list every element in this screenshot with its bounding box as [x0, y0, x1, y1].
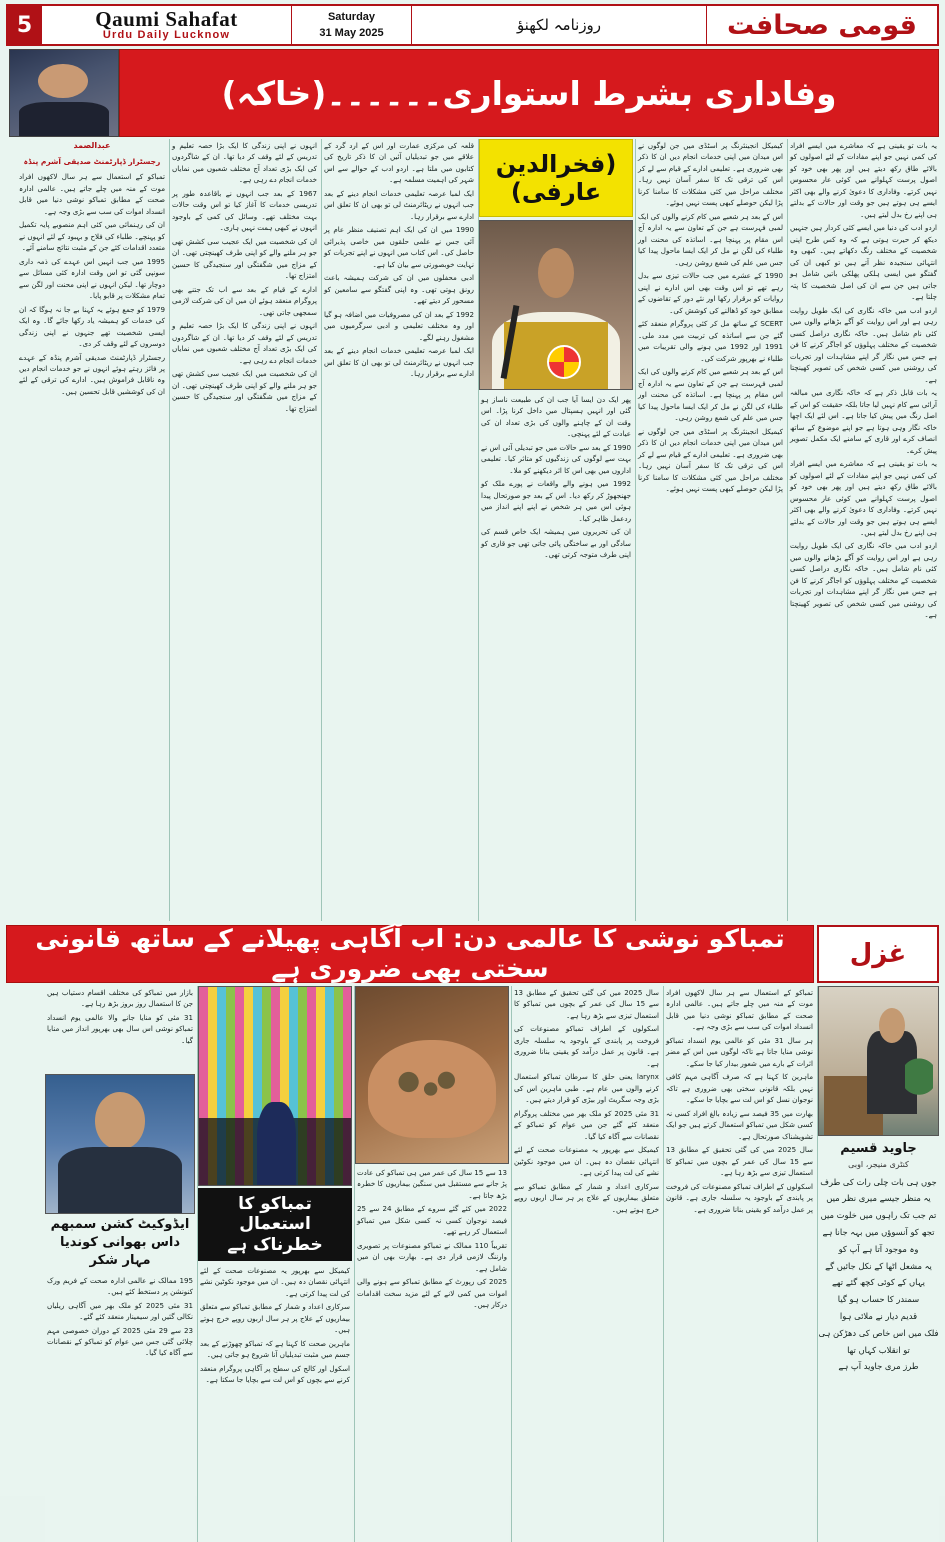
- masthead-date: [292, 6, 412, 44]
- tobacco-column-3: [354, 986, 509, 1542]
- col1-para-3: اردو ادب میں خاکہ نگاری کی ایک طویل روایت رہی ہے اور اس روایت کو آگے بڑھانے والوں میں کئی نام شامل ہیں۔ خاکہ نگاری دراصل کسی شخصیت کے مختلف پہلوؤں کو اجاگر کرنے کا فن ہے جس میں نگار گر اپنے مشاہدات اور تجربات کی روشنی میں کسی شخص کی تصویر کھینچتا ہے۔: [790, 305, 937, 384]
- issue-day: Saturday: [327, 10, 376, 23]
- ghazal-line: تو انقلاب کہاں تھا: [847, 1344, 910, 1355]
- bottom-grid: [6, 986, 939, 1542]
- tc3-para-1: 13 سے 15 سال کی عمر میں ہی تمباکو کی عادت پڑ جانے سے مستقبل میں سنگین بیماریوں کا خطرہ بڑھ جاتا ہے۔: [357, 1168, 507, 1200]
- tc5-para-3: 195 ممالک نے عالمی ادارہ صحت کے فریم ورک کنونشن پر دستخط کئے ہیں۔: [47, 1275, 193, 1297]
- poet-name: جاوید قسیم: [840, 1141, 917, 1156]
- col5-para-5: انہوں نے اپنی زندگی کا ایک بڑا حصہ تعلیم و تدریس کے لئے وقف کر دیا تھا۔ ان کے شاگردوں کی ایک بڑی تعداد آج مختلف شعبوں میں نمایاں خدمات انجام دے رہی ہے۔: [172, 321, 317, 365]
- tc2-para-4: 31 مئی 2025 کو ملک بھر میں مختلف پروگرام منعقد کئے گئے جن میں عوام کو تمباکو کے نقصانات سے آگاہ کیا گیا۔: [514, 1108, 659, 1141]
- top-right-photo: [9, 49, 119, 137]
- ghazal-line: تم جب تک راہوں میں خلوت میں: [820, 1210, 937, 1221]
- tc2-para-5: کیمیکل سے بھرپور یہ مصنوعات صحت کے لئے انتہائی نقصان دہ ہیں۔ ان میں موجود نکوٹین نشے کی لت پیدا کرتی ہے۔: [514, 1145, 659, 1178]
- tc2-para-3: larynx یعنی حلق کا سرطان تمباکو استعمال کرنے والوں میں عام ہے۔ طبی ماہرین اس کی بڑی وجہ سگریٹ اور بیڑی کو قرار دیتے ہیں۔: [514, 1072, 659, 1105]
- bottom-headline-band: [6, 925, 939, 983]
- article-byline: (فخرالدین عارفی): [479, 139, 633, 217]
- ghazal-line: قدیم دیار نے ملائی ہوا: [839, 1311, 918, 1322]
- ghazal-line: طرز مری جاوید آپ ہے: [838, 1361, 919, 1372]
- ghazal-line: وہ موجود آتا ہے آپ کو: [838, 1243, 919, 1254]
- col2-para-5: اس کے بعد ہر شعبے میں کام کرنے والوں کی ایک لمبی فہرست ہے جن کے تعاون سے یہ ادارہ آج اس مقام پر پہنچا ہے۔ اساتذہ کی محنت اور طلباء کی لگن نے مل کر ایک ایسا ماحول پیدا کیا جس میں علم کی شمع روشن رہی۔: [638, 367, 783, 423]
- col3-para-4: ان کی تحریروں میں ہمیشہ ایک خاص قسم کی سادگی اور بے ساختگی پائی جاتی تھی جو قاری کو اپنی طرف متوجہ کرتی تھی۔: [481, 527, 631, 560]
- column-4: [321, 139, 476, 921]
- paper-title-english: Qaumi Sahafat: [95, 7, 238, 32]
- ghazal-verses: [818, 1174, 939, 1376]
- tobacco-warning-banner: تمباکو کا استعمال خطرناک ہے: [198, 1188, 352, 1261]
- col4-para-4: ادبی محفلوں میں ان کی شرکت ہمیشہ باعث رونق ہوتی تھی۔ وہ اپنی گفتگو سے سامعین کو مسحور کر دیتے تھے۔: [324, 273, 474, 306]
- tc2-para-6: سرکاری اعداد و شمار کے مطابق تمباکو سے متعلق بیماریوں کے علاج پر ہر سال اربوں روپے خرچ ہوتے ہیں۔: [514, 1181, 659, 1214]
- col4-para-3: 1990 میں ان کی ایک اہم تصنیف منظر عام پر آئی جس نے علمی حلقوں میں خاصی پذیرائی حاصل کی۔ اس کتاب میں انہوں نے اپنے تجربات کو نہایت خوبصورتی سے بیان کیا ہے۔: [324, 225, 474, 269]
- tc2-para-1: سال 2025 میں کی گئی تحقیق کے مطابق 13 سے 15 سال کی عمر کے بچوں میں تمباکو کا استعمال تیزی سے بڑھ رہا ہے۔: [514, 988, 660, 1020]
- advocate-name: ایڈوکیٹ کشن سمبھم داس بھوانی کوندیا مہار شکر: [50, 1217, 190, 1269]
- ghazal-line: جوں ہی بات چلی رات کی طرف: [820, 1176, 937, 1187]
- tc5-para-5: 23 سے 29 مئی 2025 کے دوران خصوصی مہم چلائی گئی جس میں عوام کو تمباکو کے نقصانات سے آگاہ کیا گیا۔: [47, 1325, 193, 1358]
- col2-para-6: کیمیکل انجینئرنگ پر اسٹڈی میں جن لوگوں نے اس میدان میں اپنی خدمات انجام دیں ان کا ذکر بھی ضروری ہے۔ تعلیمی ادارے کے قیام سے لے کر اس کی ترقی تک کا سفر آسان نہیں رہا۔ مختلف مراحل میں کئی مشکلات کا سامنا کرنا پڑا لیکن حوصلے کبھی پست نہیں ہوئے۔: [638, 426, 783, 494]
- page-number: 5: [8, 6, 42, 44]
- col5-para-6: ان کی شخصیت میں ایک عجیب سی کشش تھی جو ہر ملنے والے کو اپنی طرف کھینچتی تھی۔ ان کے مزاج میں شگفتگی اور سنجیدگی کا حسین امتزاج تھا۔: [172, 369, 317, 413]
- poet-designation: کنٹری منیجر، اوبی: [848, 1159, 909, 1169]
- tobacco-column-2: [511, 986, 661, 1542]
- ghazal-line: یہ مشعل اٹھا کے نکل جائیں گے: [825, 1260, 932, 1271]
- col6-para-5: رجسٹرار ڈپارٹمنٹ صدیقی آشرم پنڈہ کے عہدے پر فائز رہتے ہوئے انہوں نے جو خدمات انجام دیں وہ ناقابل فراموش ہیں۔ ادارے کی ترقی کے لئے ان کی کوششیں قابل تحسین ہیں۔: [19, 352, 165, 396]
- tobacco-column-4: [197, 986, 352, 1542]
- col1-para-5: یہ بات تو یقینی ہے کہ معاشرے میں ایسے افراد کی کمی نہیں جو اپنے مفادات کے لئے اصولوں کو بالائے طاق رکھ دیتے ہیں اور پھر بھی خود کو اصول پرست کہلوانے میں کوئی عار محسوس نہیں کرتے۔ وفاداری کا دعویٰ کرنے والے بھی اکثر ایسے ہی ہوتے ہیں جو وقت اور حالات کے بدلتے ہی اپنے رخ بدل لیتے ہیں۔: [790, 459, 937, 537]
- tc4-para-4: اسکول اور کالج کی سطح پر آگاہی پروگرام منعقد کرنے سے بچوں کو اس لت سے بچایا جا سکتا ہے۔: [200, 1363, 350, 1385]
- tc1-para-3: ماہرین کا کہنا ہے کہ صرف آگاہی مہم کافی نہیں بلکہ قانونی سختی بھی ضروری ہے تاکہ نوجوان نسل کو اس لت سے بچایا جا سکے۔: [666, 1072, 813, 1105]
- col4-para-1: قلعہ کی مرکزی عمارت اور اس کے ارد گرد کے علاقے میں جو تبدیلیاں آئیں ان کا ذکر تاریخ کی کتابوں میں ملتا ہے۔ اردو ادب کے حوالے سے اس شہر کی اہمیت مسلمہ ہے۔: [324, 141, 474, 185]
- ghazal-line: یہاں کے کوئی کچھ گئے تھے: [832, 1277, 925, 1288]
- masthead: [6, 4, 939, 46]
- tc4-para-1: کیمیکل سے بھرپور یہ مصنوعات صحت کے لئے انتہائی نقصان دہ ہیں۔ ان میں موجود نکوٹین نشے کی لت پیدا کرتی ہے۔: [200, 1266, 350, 1298]
- main-article-grid: [6, 139, 939, 921]
- masthead-urdu-subtitle: روزنامہ لکھنؤ: [412, 6, 707, 44]
- ghazal-line: فلک میں اس خاص کی دھڑکن ہی: [818, 1327, 939, 1338]
- tobacco-seeds-photo: [355, 986, 509, 1164]
- col3-para-3: 1992 میں ہونے والے واقعات نے پورے ملک کو جھنجھوڑ کر رکھ دیا۔ اس کے بعد جو صورتحال پیدا ہوئی اس میں ہر شخص نے اپنے اپنے انداز میں ردعمل ظاہر کیا۔: [481, 479, 631, 523]
- tc1-para-4: بھارت میں 35 فیصد سے زیادہ بالغ افراد کسی نہ کسی شکل میں تمباکو استعمال کرتے ہیں جو ایک تشویشناک صورتحال ہے۔: [666, 1108, 813, 1141]
- tc5-para-2: 31 مئی کو منایا جانے والا عالمی یوم انسداد تمباکو نوشی اس سال بھی بھرپور انداز میں منایا گیا۔: [47, 1012, 193, 1045]
- tobacco-shop-photo: [198, 986, 352, 1186]
- col3-para-1: پھر ایک دن ایسا آیا جب ان کی طبیعت ناساز ہو گئی اور انہیں ہسپتال میں داخل کرنا پڑا۔ اس وقت ان کے چاہنے والوں کی بڑی تعداد ان کی عیادت کے لئے پہنچی۔: [481, 395, 631, 439]
- column-6: [17, 139, 167, 921]
- tc4-para-2: سرکاری اعداد و شمار کے مطابق تمباکو سے متعلق بیماریوں کے علاج پر ہر سال اربوں روپے خرچ ہوتے ہیں۔: [200, 1302, 350, 1335]
- paper-subtitle-english: Urdu Daily Lucknow: [102, 29, 231, 42]
- masthead-english: [42, 6, 292, 44]
- tc3-para-4: 2025 کی رپورٹ کے مطابق تمباکو سے ہونے والی اموات میں کمی لانے کے لئے مزید سخت اقدامات درکار ہیں۔: [357, 1277, 507, 1310]
- photo-caption-role: رجسٹرار ڈپارٹمنٹ صدیقی آشرم پنڈہ: [23, 157, 161, 166]
- col2-para-4: SCERT کے ساتھ مل کر کئی پروگرام منعقد کئے گئے جن سے اساتذہ کی تربیت میں مدد ملی۔ 1991 اور 1992 میں ہونے والی تقریبات میں طلباء نے بھرپور شرکت کی۔: [638, 319, 783, 363]
- tobacco-column-1: [663, 986, 815, 1542]
- col2-para-3: 1990 کے عشرے میں جب حالات تیزی سے بدل رہے تھے تو اس وقت بھی اس ادارے نے اپنی روایات کو برقرار رکھا اور نئے دور کے تقاضوں کے مطابق خود کو ڈھالنے کی کوشش کی۔: [638, 271, 783, 315]
- column-5: [169, 139, 319, 921]
- paper-title-urdu: قومی صحافت: [727, 9, 917, 41]
- tc5-para-1: بازار میں تمباکو کی مختلف اقسام دستیاب ہیں جن کا استعمال روز بروز بڑھ رہا ہے۔: [47, 988, 193, 1009]
- tc4-para-3: ماہرین صحت کا کہنا ہے کہ تمباکو چھوڑنے کے بعد جسم میں مثبت تبدیلیاں آنا شروع ہو جاتی ہیں۔: [200, 1338, 350, 1360]
- tc1-para-1: تمباکو کے استعمال سے ہر سال لاکھوں افراد موت کے منہ میں چلے جاتے ہیں۔ عالمی ادارہ صحت کے مطابق تمباکو نوشی دنیا میں قابل انسداد اموات کی سب سے بڑی وجہ ہے۔: [666, 988, 813, 1032]
- tc3-para-2: 2022 میں کئے گئے سروے کے مطابق 24 سے 25 فیصد نوجوان کسی نہ کسی شکل میں تمباکو استعمال کر رہے تھے۔: [357, 1204, 507, 1237]
- tc2-para-2: اسکولوں کے اطراف تمباکو مصنوعات کی فروخت پر پابندی کے باوجود یہ سلسلہ جاری ہے۔ قانون پر عمل درآمد کو یقینی بنانا ضروری ہے۔: [514, 1024, 659, 1068]
- tobacco-headline: تمباکو نوشی کا عالمی دن: اب آگاہی پھیلانے کے ساتھ قانونی سختی بھی ضروری ہے: [6, 925, 814, 983]
- col5-para-2: 1967 کے بعد جب انہوں نے باقاعدہ طور پر تدریسی خدمات کا آغاز کیا تو اس وقت حالات بہت مختلف تھے۔ وسائل کی کمی کے باوجود انہوں نے کبھی ہمت نہیں ہاری۔: [172, 188, 317, 233]
- ghazal-column: [817, 986, 939, 1542]
- col2-para-1: کیمیکل انجینئرنگ پر اسٹڈی میں جن لوگوں نے اس میدان میں اپنی خدمات انجام دیں ان کا ذکر بھی ضروری ہے۔ تعلیمی ادارے کے قیام سے لے کر اس کی ترقی تک کا سفر آسان نہیں رہا۔ مختلف مراحل میں کئی مشکلات کا سامنا کرنا پڑا لیکن حوصلے کبھی پست نہیں ہوئے۔: [638, 141, 783, 208]
- bottom-section: [6, 925, 939, 1542]
- col6-para-2: ان کی رہنمائی میں کئی اہم منصوبے پایہ تکمیل کو پہنچے۔ طلباء کی فلاح و بہبود کے لئے انہوں نے متعدد اقدامات کئے جن کے مثبت نتائج سامنے آئے۔: [19, 220, 165, 253]
- tc1-para-5: سال 2025 میں کی گئی تحقیق کے مطابق 13 سے 15 سال کی عمر کے بچوں میں تمباکو کا استعمال تیزی سے بڑھ رہا ہے۔: [666, 1145, 814, 1178]
- column-2: [635, 139, 785, 921]
- col4-para-6: ایک لمبا عرصہ تعلیمی خدمات انجام دینے کے بعد جب انہوں نے ریٹائرمنٹ لی تو بھی ان کا تعلق اس ادارے سے برقرار رہا۔: [324, 346, 474, 379]
- col2-para-2: اس کے بعد ہر شعبے میں کام کرنے والوں کی ایک لمبی فہرست ہے جن کے تعاون سے یہ ادارہ آج اس مقام پر پہنچا ہے۔ اساتذہ کی محنت اور طلباء کی لگن نے مل کر ایک ایسا ماحول پیدا کیا جس میں علم کی شمع روشن رہی۔: [638, 211, 783, 267]
- main-headline: وفاداری بشرط استواری۔۔۔۔۔۔(خاکہ): [119, 49, 939, 137]
- top-headline-band: [6, 49, 939, 137]
- tc1-para-6: اسکولوں کے اطراف تمباکو مصنوعات کی فروخت پر پابندی کے باوجود یہ سلسلہ جاری ہے۔ قانون پر عمل درآمد کو یقینی بنانا ضروری ہے۔: [666, 1181, 813, 1214]
- col6-para-4: 1979 کو جمع ہوئے یہ کہنا بے جا نہ ہوگا کہ ان کی خدمات کو ہمیشہ یاد رکھا جائے گا۔ وہ ایک ایسی شخصیت تھے جنہوں نے اپنی زندگی دوسروں کے لئے وقف کر دی۔: [19, 304, 165, 349]
- poet-photo: [818, 986, 939, 1136]
- advocate-photo: [45, 1074, 195, 1214]
- col3-para-2: 1990 کے بعد سے حالات میں جو تبدیلی آئی اس نے بہت سے لوگوں کی زندگیوں کو متاثر کیا۔ تعلیمی اداروں میں بھی اس کا اثر دیکھنے کو ملا۔: [481, 442, 631, 475]
- tobacco-column-5: [45, 986, 195, 1542]
- col5-para-4: ادارے کے قیام کے بعد سے اب تک جتنے بھی پروگرام منعقد ہوئے ان میں ان کی شرکت لازمی سمجھی جاتی تھی۔: [172, 284, 317, 317]
- issue-date: 31 May 2025: [319, 27, 384, 39]
- tc1-para-2: ہر سال 31 مئی کو عالمی یوم انسداد تمباکو نوشی منایا جاتا ہے تاکہ لوگوں میں اس کے مضر اثرات کے بارے میں شعور بیدار کیا جا سکے۔: [666, 1035, 813, 1068]
- col1-para-2: اردو ادب کی دنیا میں ایسے کئی کردار ہیں جنہیں دیکھ کر حیرت ہوتی ہے کہ وہ کس طرح اپنی شخصیت کے مختلف رنگ دکھاتے ہیں۔ کبھی وہ انتہائی سنجیدہ نظر آتے ہیں تو کبھی ان کی گفتگو میں ایسی ہلکی پھلکی باتیں شامل ہو جاتی ہیں جن سے ان کی اصل شخصیت کا پتہ چلتا ہے۔: [790, 223, 937, 302]
- col1-para-1: یہ بات تو یقینی ہے کہ معاشرے میں ایسے افراد کی کمی نہیں جو اپنے مفادات کے لئے اصولوں کو بالائے طاق رکھ دیتے ہیں اور پھر بھی خود کو اصول پرست کہلوانے میں کوئی عار محسوس نہیں کرتے۔ وفاداری کا دعویٰ کرنے والے بھی اکثر ایسے ہی ہوتے ہیں جو وقت اور حالات کے بدلتے ہی اپنے رخ بدل لیتے ہیں۔: [790, 141, 937, 219]
- ghazal-line: سمندر کا حساب ہو گیا: [837, 1294, 920, 1305]
- col1-para-4: یہ بات قابل ذکر ہے کہ خاکہ نگاری میں مبالغہ آرائی سے کام نہیں لیا جاتا بلکہ حقیقت کو اس کے اصل رنگ میں پیش کیا جاتا ہے۔ اس لئے ایک اچھا خاکہ نگار وہی ہوتا ہے جو اپنے موضوع کے ساتھ انصاف کرے اور قاری کے سامنے ایک مکمل تصویر پیش کرے۔: [790, 388, 937, 455]
- photo-caption-name: عبدالصمد: [73, 141, 111, 150]
- col6-para-3: 1995 میں جب انہیں اس عہدے کی ذمہ داری سونپی گئی تو اس وقت ادارہ کئی مسائل سے دوچار تھا۔ لیکن انہوں نے اپنی محنت اور لگن سے تمام مشکلات پر قابو پایا۔: [19, 256, 165, 301]
- col5-para-1: انہوں نے اپنی زندگی کا ایک بڑا حصہ تعلیم و تدریس کے لئے وقف کر دیا تھا۔ ان کے شاگردوں کی ایک بڑی تعداد آج مختلف شعبوں میں نمایاں خدمات انجام دے رہی ہے۔: [172, 141, 317, 185]
- col4-para-5: 1992 کے بعد ان کی مصروفیات میں اضافہ ہو گیا اور وہ مختلف تعلیمی و ادبی سرگرمیوں میں مشغول رہنے لگے۔: [324, 309, 474, 342]
- col4-para-2: ایک لمبا عرصہ تعلیمی خدمات انجام دینے کے بعد جب انہوں نے ریٹائرمنٹ لی تو بھی ان کا تعلق اس ادارے سے برقرار رہا۔: [324, 188, 474, 221]
- ghazal-title: غزل: [817, 925, 939, 983]
- column-1: [787, 139, 939, 921]
- column-3: [478, 139, 633, 921]
- author-photo: [479, 220, 633, 390]
- col6-para-1: تمباکو کے استعمال سے ہر سال لاکھوں افراد موت کے منہ میں چلے جاتے ہیں۔ عالمی ادارہ صحت کے مطابق تمباکو نوشی دنیا میں قابل انسداد اموات کی سب سے بڑی وجہ ہے۔: [19, 172, 165, 216]
- col1-para-6: اردو ادب میں خاکہ نگاری کی ایک طویل روایت رہی ہے اور اس روایت کو آگے بڑھانے والوں میں کئی نام شامل ہیں۔ خاکہ نگاری دراصل کسی شخصیت کے مختلف پہلوؤں کو اجاگر کرنے کا فن ہے جس میں نگار گر اپنے مشاہدات اور تجربات کی روشنی میں کسی شخص کی تصویر کھینچتا ہے۔: [790, 541, 937, 620]
- tc5-para-4: 31 مئی 2025 کو ملک بھر میں آگاہی ریلیاں نکالی گئیں اور سیمینار منعقد کئے گئے۔: [47, 1300, 193, 1322]
- tc3-para-3: تقریباً 110 ممالک نے تمباکو مصنوعات پر تصویری وارننگ لازمی قرار دی ہے۔ بھارت بھی ان میں شامل ہے۔: [357, 1240, 507, 1273]
- ghazal-line: یہ منظر جیسے میری نظر میں: [826, 1193, 931, 1204]
- ghazal-line: تجھ کو آنسوؤں میں بہہ جانا ہے: [822, 1226, 935, 1237]
- col5-para-3: ان کی شخصیت میں ایک عجیب سی کشش تھی جو ہر ملنے والے کو اپنی طرف کھینچتی تھی۔ ان کے مزاج میں شگفتگی اور سنجیدگی کا حسین امتزاج تھا۔: [172, 236, 317, 281]
